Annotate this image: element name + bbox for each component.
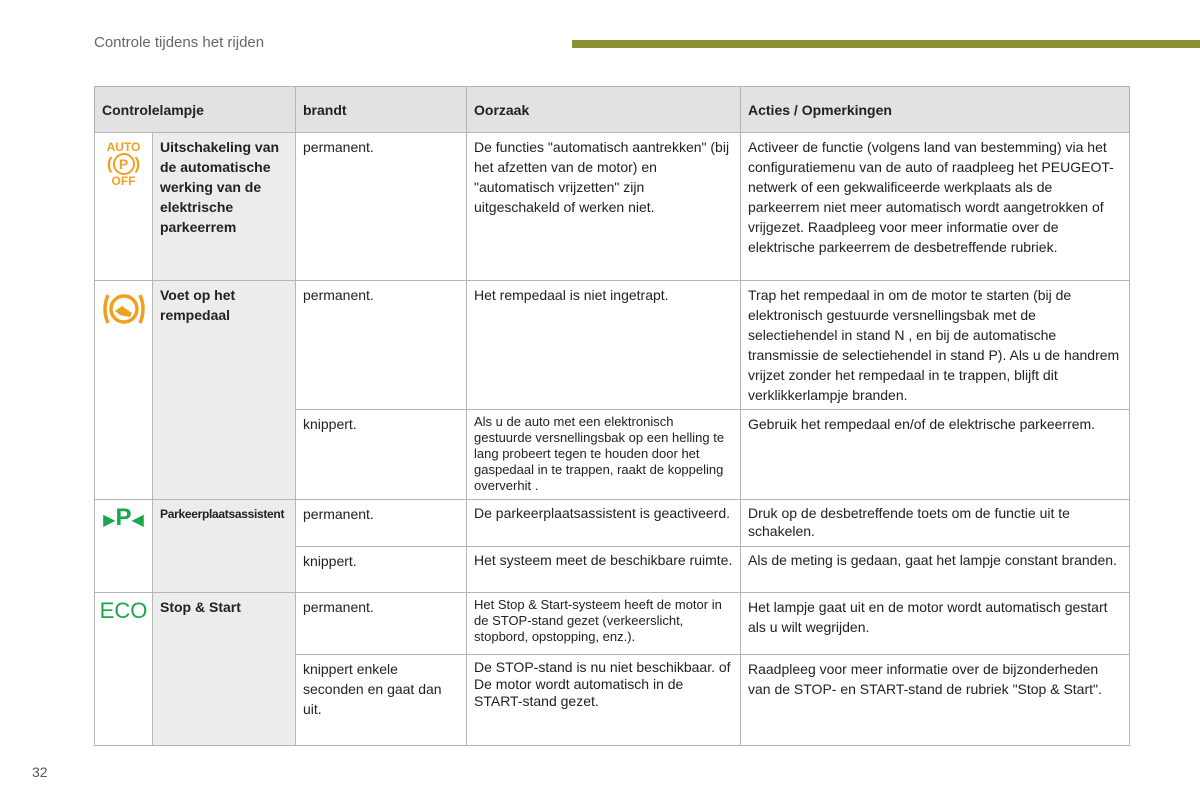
- cause-cell: Het Stop & Start-systeem heeft de motor in de STOP-stand gezet (verkeerslicht, stopbord, opstopping, enz.).: [467, 593, 741, 655]
- cause-cell: De STOP-stand is nu niet beschikbaar. of De motor wordt automatisch in de START-stand gezet.: [467, 655, 741, 746]
- burns-cell: knippert enkele seconden en gaat dan uit.: [296, 655, 467, 746]
- cause-cell: De parkeerplaatsassistent is geactiveerd.: [467, 500, 741, 547]
- cause-cell: Het systeem meet de beschikbare ruimte.: [467, 547, 741, 593]
- column-header: Controlelampje: [95, 87, 296, 133]
- section-title: Controle tijdens het rijden: [94, 34, 265, 51]
- action-cell: Druk op de desbetreffende toets om de functie uit te schakelen.: [741, 500, 1130, 547]
- action-cell: Gebruik het rempedaal en/of de elektrische parkeerrem.: [741, 410, 1130, 500]
- column-header: Acties / Opmerkingen: [741, 87, 1130, 133]
- lamp-name: Parkeerplaatsassistent: [153, 500, 296, 593]
- lamp-name: Stop & Start: [153, 593, 296, 746]
- table-row: [95, 593, 1130, 655]
- column-header: Oorzaak: [467, 87, 741, 133]
- eco-icon: ECO: [95, 593, 153, 746]
- lamp-name: Uitschakeling van de automatische werking van de elektrische parkeerrem: [153, 133, 296, 281]
- cause-cell: De functies "automatisch aantrekken" (bij het afzetten van de motor) en "automatisch vrijzetten" zijn uitgeschakeld of werken niet.: [467, 133, 741, 281]
- burns-cell: permanent.: [296, 500, 467, 547]
- lamp-name: Voet op het rempedaal: [153, 281, 296, 500]
- burns-cell: knippert.: [296, 410, 467, 500]
- page-number: 32: [32, 764, 48, 780]
- action-cell: Het lampje gaat uit en de motor wordt automatisch gestart als u wilt wegrijden.: [741, 593, 1130, 655]
- column-header: brandt: [296, 87, 467, 133]
- table-row: [95, 281, 1130, 410]
- cause-cell: Het rempedaal is niet ingetrapt.: [467, 281, 741, 410]
- foot-on-brake-icon: [95, 281, 153, 500]
- burns-cell: knippert.: [296, 547, 467, 593]
- burns-cell: permanent.: [296, 593, 467, 655]
- accent-bar: [572, 40, 1200, 48]
- park-assist-icon: ▶P◀: [95, 500, 153, 593]
- burns-cell: permanent.: [296, 133, 467, 281]
- cause-cell: Als u de auto met een elektronisch gestuurde versnellingsbak op een helling te lang probeert tegen te houden door het gaspedaal in te trappen, raakt de koppeling oververhit .: [467, 410, 741, 500]
- auto-p-off-icon: AUTO ( P ) OFF: [95, 133, 153, 281]
- table-header-row: [95, 87, 1130, 133]
- action-cell: Activeer de functie (volgens land van bestemming) via het configuratiemenu van de auto of raadpleeg het PEUGEOT-netwerk of een gekwalificeerde werkplaats als de parkeerrem niet meer automatisch wordt aangetrokken of vrijgezet. Raadpleeg voor meer informatie over de elektrische parkeerrem de desbetreffende rubriek.: [741, 133, 1130, 281]
- warning-lamp-table: [94, 86, 1130, 746]
- table-row: [95, 133, 1130, 281]
- action-cell: Als de meting is gedaan, gaat het lampje constant branden.: [741, 547, 1130, 593]
- burns-cell: permanent.: [296, 281, 467, 410]
- table-row: [95, 500, 1130, 547]
- action-cell: Trap het rempedaal in om de motor te starten (bij de elektronisch gestuurde versnellingsbak met de selectiehendel in stand N , en bij de automatische transmissie de selectiehendel in stand P). Als u de handrem vrijzet zonder het rempedaal in te trappen, blijft dit verklikkerlampje branden.: [741, 281, 1130, 410]
- action-cell: Raadpleeg voor meer informatie over de bijzonderheden van de STOP- en START-stand de rubriek "Stop & Start".: [741, 655, 1130, 746]
